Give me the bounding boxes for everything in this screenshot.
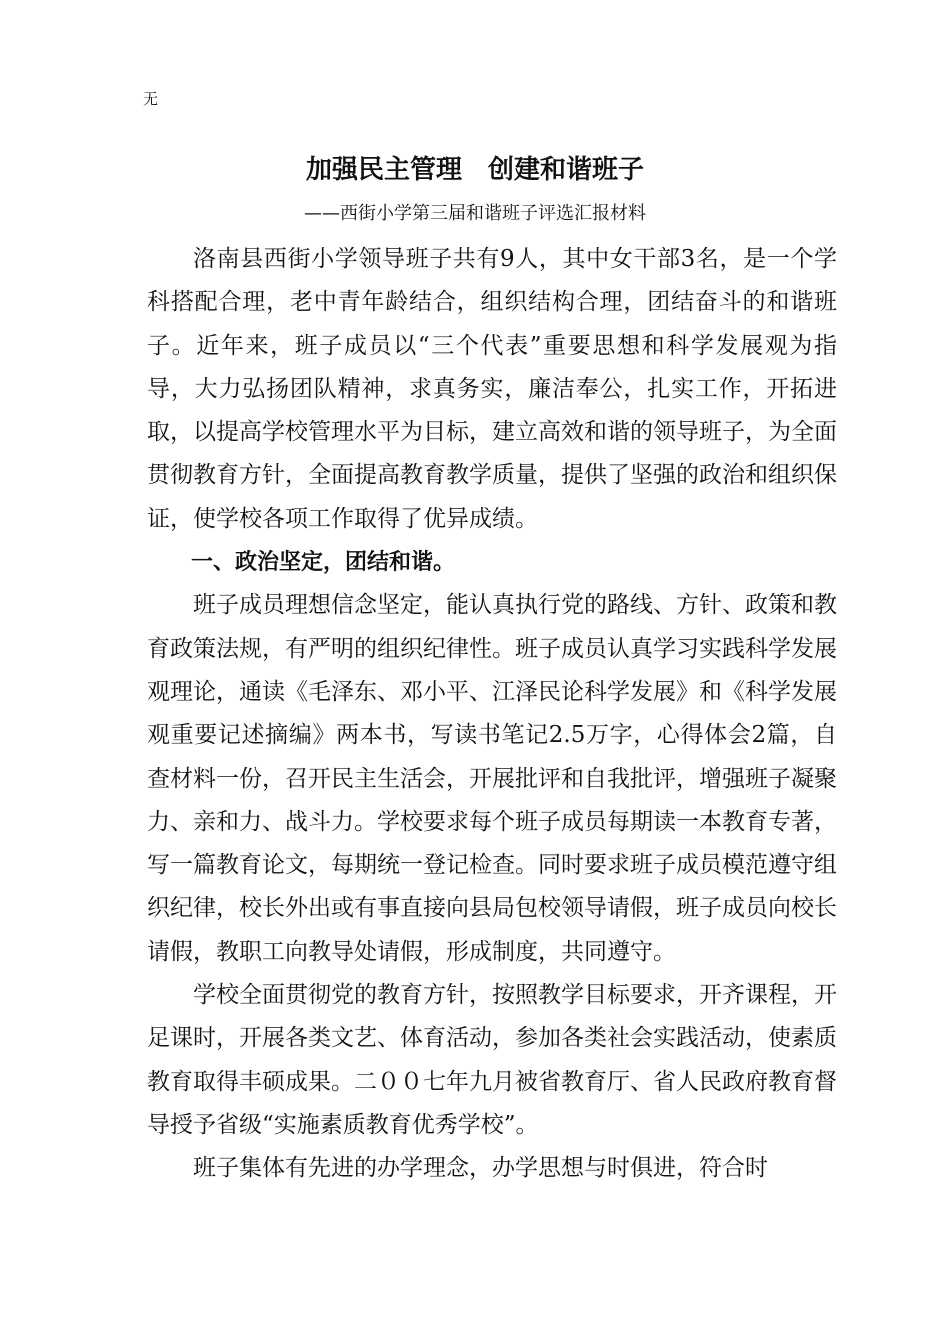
document-subtitle: ——西街小学第三届和谐班子评选汇报材料 <box>304 203 646 224</box>
paragraph-political: 班子成员理想信念坚定，能认真执行党的路线、方针、政策和教育政策法规，有严明的组织纪律性。班子成员认真学习实践科学发展观理论，通读《毛泽东、邓小平、江泽民论科学发展》和《科学发展观重要记述摘编》两本书，写读书笔记2.5万字，心得体会2篇，自查材料一份，召开民主生活会，开展批评和自我批评，增强班子凝聚力、亲和力、战斗力。学校要求每个班子成员每期读一本教育专著，写一篇教育论文，每期统一登记检查。同时要求班子成员模范遵守组织纪律，校长外出或有事直接向县局包校领导请假，班子成员向校长请假，教职工向教导处请假，形成制度，共同遵守。 <box>147 592 837 965</box>
section-heading-1: 一、政治坚定，团结和谐。 <box>191 550 456 576</box>
paragraph-intro: 洛南县西街小学领导班子共有9人，其中女干部3名，是一个学科搭配合理，老中青年龄结合，组织结构合理，团结奋斗的和谐班子。近年来，班子成员以“三个代表”重要思想和科学发展观为指导，大力弘扬团队精神，求真务实，廉洁奉公，扎实工作，开拓进取，以提高学校管理水平为目标，建立高效和谐的领导班子，为全面贯彻教育方针，全面提高教育教学质量，提供了坚强的政治和组织保证，使学校各项工作取得了优异成绩。 <box>147 246 837 532</box>
paragraph-education: 学校全面贯彻党的教育方针，按照教学目标要求，开齐课程，开足课时，开展各类文艺、体育活动，参加各类社会实践活动，使素质教育取得丰硕成果。二００七年九月被省教育厅、省人民政府教育督导授予省级“实施素质教育优秀学校”。 <box>147 982 837 1138</box>
document-body <box>147 238 837 1191</box>
header-note: 无 <box>143 90 159 108</box>
paragraph-philosophy: 班子集体有先进的办学理念，办学思想与时俱进，符合时 <box>193 1155 768 1182</box>
document-title: 加强民主管理 创建和谐班子 <box>305 155 644 185</box>
